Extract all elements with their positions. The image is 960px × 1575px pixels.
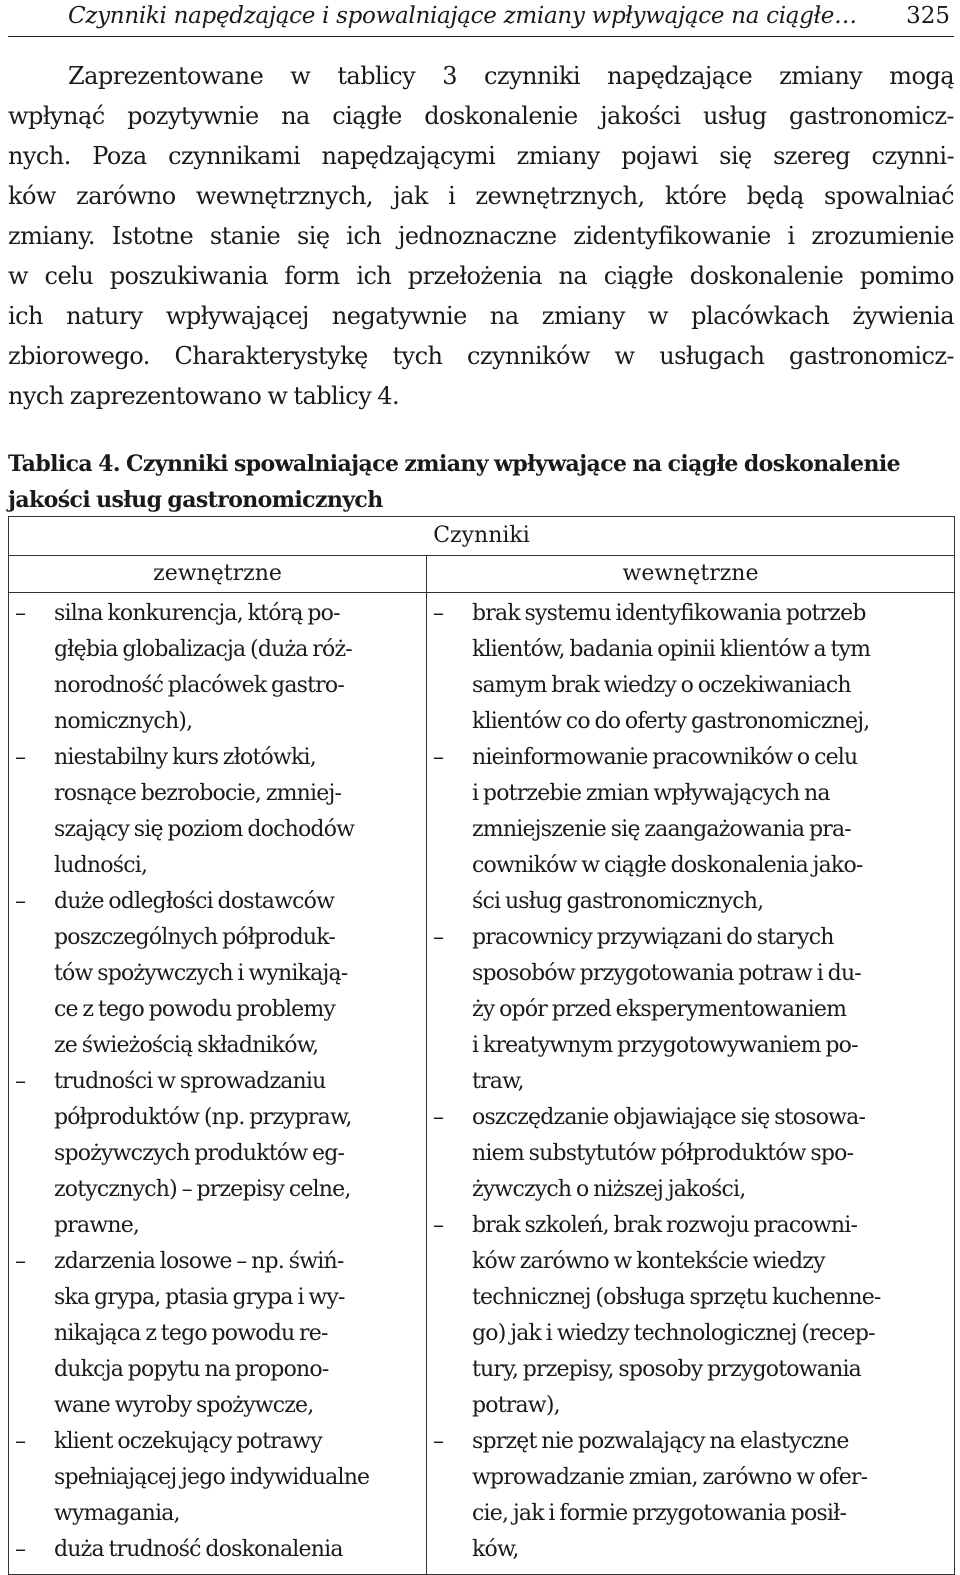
list-item-line: sprzęt nie pozwalający na elastyczne xyxy=(472,1429,849,1454)
table-group-header: Czynniki xyxy=(9,517,955,556)
list-item-text xyxy=(427,1100,954,1208)
list-item-line: traw, xyxy=(472,1069,524,1094)
list-item-line: żywczych o niższej jakości, xyxy=(472,1177,746,1202)
paragraph-line: ich natury wpływającej negatywnie na zmiany w placówkach żywienia xyxy=(8,302,954,330)
list-item-line: prawne, xyxy=(54,1213,140,1238)
list-item-text xyxy=(427,1424,954,1568)
list-item xyxy=(9,1244,426,1424)
list-item xyxy=(9,596,426,740)
list-item-line: klientów, badania opinii klientów a tym xyxy=(472,637,871,662)
list-item-line: go) jak i wiedzy technologicznej (recep- xyxy=(472,1321,875,1346)
list-item-line: wymagania, xyxy=(54,1501,180,1526)
page-number: 325 xyxy=(906,3,950,29)
list-item xyxy=(9,1424,426,1532)
table-caption xyxy=(8,446,954,518)
list-item xyxy=(427,920,954,1100)
list-item-line: rosnące bezrobocie, zmniej- xyxy=(54,781,342,806)
list-item-line: i kreatywnym przygotowywaniem po- xyxy=(472,1033,858,1058)
dash-bullet: – xyxy=(433,601,444,626)
external-factors-list xyxy=(9,596,426,1568)
list-item-line: ce z tego powodu problemy xyxy=(54,997,336,1022)
list-item xyxy=(9,884,426,1064)
list-item xyxy=(9,1064,426,1244)
list-item xyxy=(9,740,426,884)
caption-line: jakości usług gastronomicznych xyxy=(8,487,383,513)
list-item-line: oszczędzanie objawiające się stosowa- xyxy=(472,1105,866,1130)
list-item xyxy=(427,1424,954,1568)
list-item xyxy=(427,740,954,920)
list-item xyxy=(427,1100,954,1208)
list-item-line: półproduktów (np. przypraw, xyxy=(54,1105,352,1130)
list-item-line: ści usług gastronomicznych, xyxy=(472,889,764,914)
dash-bullet: – xyxy=(433,1105,444,1130)
dash-bullet: – xyxy=(433,1213,444,1238)
list-item xyxy=(427,596,954,740)
list-item-line: ska grypa, ptasia grypa i wy- xyxy=(54,1285,345,1310)
list-item-line: duża trudność doskonalenia xyxy=(54,1537,343,1562)
list-item-line: ludności, xyxy=(54,853,148,878)
external-factors-cell xyxy=(9,593,427,1575)
list-item-text xyxy=(9,1064,426,1244)
list-item-line: ze świeżością składników, xyxy=(54,1033,319,1058)
dash-bullet: – xyxy=(433,925,444,950)
paragraph-line: zmiany. Istotne stanie się ich jednoznaczne zidentyfikowanie i zrozumienie xyxy=(8,222,954,250)
list-item-text xyxy=(9,1244,426,1424)
paragraph-line: w celu poszukiwania form ich przełożenia na ciągłe doskonalenie pomimo xyxy=(8,262,954,290)
dash-bullet: – xyxy=(433,1429,444,1454)
list-item-line: poszczególnych półproduk- xyxy=(54,925,336,950)
list-item-line: ży opór przed eksperymentowaniem xyxy=(472,997,847,1022)
list-item-line: niem substytutów półproduktów spo- xyxy=(472,1141,854,1166)
list-item-line: potraw), xyxy=(472,1393,560,1418)
paragraph-line: Zaprezentowane w tablicy 3 czynniki napędzające zmiany mogą xyxy=(68,62,954,90)
list-item-line: sposobów przygotowania potraw i du- xyxy=(472,961,861,986)
list-item-text xyxy=(427,920,954,1100)
list-item-line: zotycznych) – przepisy celne, xyxy=(54,1177,351,1202)
paragraph-line: nych. Poza czynnikami napędzającymi zmiany pojawi się szereg czynni- xyxy=(8,142,954,170)
dash-bullet: – xyxy=(15,745,26,770)
dash-bullet: – xyxy=(15,1537,26,1562)
list-item-text xyxy=(427,740,954,920)
list-item-line: dukcja popytu na propono- xyxy=(54,1357,329,1382)
list-item-line: spełniającej jego indywidualne xyxy=(54,1465,370,1490)
list-item-line: klient oczekujący potrawy xyxy=(54,1429,322,1454)
paragraph-line: wpłynąć pozytywnie na ciągłe doskonalenie jakości usług gastronomicz- xyxy=(8,102,954,130)
internal-factors-cell xyxy=(427,593,955,1575)
list-item-line: spożywczych produktów eg- xyxy=(54,1141,345,1166)
list-item-line: silna konkurencja, którą po- xyxy=(54,601,340,626)
list-item-line: duże odległości dostawców xyxy=(54,889,335,914)
list-item xyxy=(9,1532,426,1568)
caption-line: Tablica 4. Czynniki spowalniające zmiany wpływające na ciągłe doskonalenie xyxy=(8,451,901,477)
dash-bullet: – xyxy=(15,889,26,914)
column-header-internal: wewnętrzne xyxy=(427,556,955,593)
list-item-line: tury, przepisy, sposoby przygotowania xyxy=(472,1357,861,1382)
list-item-text xyxy=(427,1208,954,1424)
list-item-line: zdarzenia losowe – np. świń- xyxy=(54,1249,344,1274)
list-item-line: niestabilny kurs złotówki, xyxy=(54,745,316,770)
dash-bullet: – xyxy=(15,601,26,626)
dash-bullet: – xyxy=(15,1429,26,1454)
list-item-text xyxy=(9,1424,426,1532)
list-item-text xyxy=(9,596,426,740)
list-item-line: cowników w ciągłe doskonalenia jako- xyxy=(472,853,863,878)
list-item-line: zmniejszenie się zaangażowania pra- xyxy=(472,817,851,842)
body-paragraph xyxy=(8,56,954,416)
list-item-line: tów spożywczych i wynikają- xyxy=(54,961,348,986)
list-item-line: cie, jak i formie przygotowania posił- xyxy=(472,1501,847,1526)
list-item-line: technicznej (obsługa sprzętu kuchenne- xyxy=(472,1285,881,1310)
list-item-line: głębia globalizacja (duża róż- xyxy=(54,637,352,662)
factors-table xyxy=(8,516,955,1575)
list-item-line: trudności w sprowadzaniu xyxy=(54,1069,326,1094)
list-item-line: nikająca z tego powodu re- xyxy=(54,1321,328,1346)
list-item-text xyxy=(9,740,426,884)
list-item-line: ków, xyxy=(472,1537,519,1562)
list-item-line: wprowadzanie zmian, zarówno w ofer- xyxy=(472,1465,868,1490)
paragraph-line: nych zaprezentowano w tablicy 4. xyxy=(8,382,400,410)
list-item-line: brak szkoleń, brak rozwoju pracowni- xyxy=(472,1213,858,1238)
list-item-line: pracownicy przywiązani do starych xyxy=(472,925,834,950)
list-item-text xyxy=(9,1532,426,1568)
list-item-line: szający się poziom dochodów xyxy=(54,817,355,842)
list-item-line: klientów co do oferty gastronomicznej, xyxy=(472,709,870,734)
list-item-line: wane wyroby spożywcze, xyxy=(54,1393,314,1418)
list-item-line: norodność placówek gastro- xyxy=(54,673,344,698)
list-item-text xyxy=(427,596,954,740)
list-item-line: i potrzebie zmian wpływających na xyxy=(472,781,830,806)
list-item-line: ków zarówno w kontekście wiedzy xyxy=(472,1249,825,1274)
list-item-line: nieinformowanie pracowników o celu xyxy=(472,745,858,770)
internal-factors-list xyxy=(427,596,954,1568)
dash-bullet: – xyxy=(15,1249,26,1274)
list-item-text xyxy=(9,884,426,1064)
column-header-external: zewnętrzne xyxy=(9,556,427,593)
paragraph-line: ków zarówno wewnętrznych, jak i zewnętrznych, które będą spowalniać xyxy=(8,182,954,210)
list-item xyxy=(427,1208,954,1424)
list-item-line: nomicznych), xyxy=(54,709,193,734)
running-header xyxy=(8,0,954,37)
list-item-line: samym brak wiedzy o oczekiwaniach xyxy=(472,673,851,698)
list-item-line: brak systemu identyfikowania potrzeb xyxy=(472,601,866,626)
dash-bullet: – xyxy=(433,745,444,770)
paragraph-line: zbiorowego. Charakterystykę tych czynników w usługach gastronomicz- xyxy=(8,342,954,370)
dash-bullet: – xyxy=(15,1069,26,1094)
running-title: Czynniki napędzające i spowalniające zmiany wpływające na ciągłe… xyxy=(68,3,857,29)
